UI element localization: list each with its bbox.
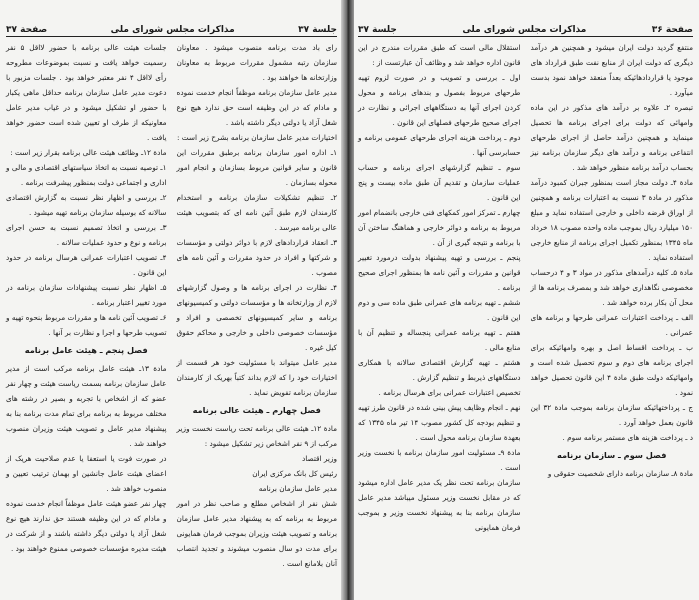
section-heading: فصل پنجم ـ هیئت عامل برنامه bbox=[24, 345, 148, 355]
journal-title: مذاکرات مجلس شورای ملی bbox=[110, 25, 235, 35]
column-left bbox=[6, 40, 167, 571]
text-columns bbox=[6, 40, 337, 571]
paragraph: ج ـ پرداختهائیکه سازمان برنامه بموجب مادة ۳۲ این قانون بعمل خواهد آورد . bbox=[530, 403, 694, 427]
column-right bbox=[531, 40, 694, 535]
page-number: صفحة ۳۶ bbox=[651, 25, 693, 35]
paragraph: ب ـ پرداخت اقساط اصل و بهره وامهائیکه برای اجرای برنامه های دوم و سوم تحصیل شده است و وامهائیکه دولت طبق مادة ۴ این قانون تحصیل خواهد نمود . bbox=[530, 343, 693, 397]
paragraph: دوم ـ پرداخت هزینه اجرای طرحهای عمومی برنامه و حسابرسی آنها . bbox=[358, 133, 521, 157]
paragraph: ۳ـ انعقاد قراردادهای لازم با دوائر دولتی و مؤسسات و شرکتها و افراد در حدود مقررات و آئین نامه های مصوب . bbox=[176, 238, 337, 277]
paragraph: ۴ـ تصویب اعتبارات عمرانی هرسال برنامه در حدود این قانون . bbox=[6, 253, 167, 277]
paragraph: مادة ۱۲ـ وظائف هیئت عالی برنامه بقرار زیر است : bbox=[10, 148, 167, 157]
paragraph: مادة ۱۲ـ هیئت عالی برنامه تحت ریاست نخست وزیر مرکب از ۹ نفر اشخاص زیر تشکیل میشود : bbox=[176, 424, 337, 448]
section-heading: فصل سوم ـ سازمان برنامه bbox=[557, 450, 667, 460]
paragraph: د ـ پرداخت هزینه های مستمر برنامه سوم . bbox=[562, 433, 693, 442]
paragraph: مادة ۴ـ دولت مجاز است بمنظور جبران کمبود درآمد مذکور در مادة ۳ نسبت به اعتبارات برنامه و همچنین از اوراق قرضه داخلی و خارجی استفاده نماید و مبلغ ۱۵۰ میلیارد ریال بموجب ماده واحده مصوب ۱۸ خرداد ماه ۱۳۴۵ بمنظور تکمیل اجرای برنامه از منابع خارجی استفاده نماید . bbox=[530, 178, 694, 262]
page-number: صفحة ۳۷ bbox=[6, 25, 48, 35]
page-header bbox=[358, 21, 693, 37]
paragraph: شش نفر از اشخاص مطلع و صاحب نظر در امور مربوط به برنامه که به پیشنهاد مدیر عامل سازمان برنامه و تصویب هیئت وزیران بموجب فرمان همایونی برای مدت دو سال منصوب میشوند و تجدید انتصاب آنان بلامانع است . bbox=[176, 499, 337, 568]
section-heading: فصل چهارم ـ هیئت عالی برنامه bbox=[192, 405, 321, 415]
paragraph: ۲ـ بررسی و اظهار نظر نسبت به گزارش اقتصادی سالانه که بوسیله سازمان برنامه تهیه میشود . bbox=[6, 193, 167, 217]
paragraph: مادة ۱۳ـ هیئت عامل برنامه مرکب است از مدیر عامل سازمان برنامه بسمت ریاست هیئت و چهار نفر عضو که از اشخاص با تجربه و بصیر در رشته های مختلف مربوط به برنامه برای تمام مدت برنامه بنا به پیشنهاد مدیر عامل و تصویب هیئت وزیران منصوب خواهند شد . bbox=[6, 364, 167, 448]
paragraph: ششم ـ تهیه برنامه های عمرانی طبق ماده سی و دوم این قانون . bbox=[358, 298, 521, 322]
paragraph: مدیر عامل میتواند با مسئولیت خود هر قسمت از اختیارات خود را که لازم بداند کتباً بهریک از کارمندان سازمان برنامه تفویض نماید . bbox=[176, 358, 337, 397]
page-36 bbox=[352, 0, 699, 600]
paragraph: رای باد مدت برنامه منصوب میشود . معاونان سازمان رتبه مشمول مقررات مربوط به معاونان وزارتخانه ها خواهند بود . bbox=[176, 43, 337, 82]
paragraph: منتفع گردید دولت ایران میشود و همچنین هر درآمد دیگری که دولت ایران از منابع نفت طبق قرارداد های موجود یا قراردادهائیکه بعداً منعقد خواهد نمود بدست میآورد . bbox=[530, 43, 693, 97]
paragraph: مادة ۸ـ سازمان برنامه دارای شخصیت حقوقی و bbox=[547, 469, 693, 478]
paragraph: اختیارات مدیر عامل سازمان برنامه بشرح زیر است : bbox=[176, 133, 337, 142]
text-columns bbox=[358, 40, 693, 535]
paragraph: الف ـ پرداخت اعتبارات عمرانی طرحها و برنامه های عمرانی . bbox=[530, 313, 693, 337]
journal-title: مذاکرات مجلس شورای ملی bbox=[462, 25, 587, 35]
paragraph: ۱ـ توصیه نسبت به اتخاذ سیاستهای اقتصادی و مالی و اداری و اجتماعی دولت بمنظور پیشرفت برنامه . bbox=[6, 163, 167, 187]
paragraph: ۳ـ بررسی و اتخاذ تصمیم نسبت به حسن اجرای برنامه و نوع و حدود عملیات سالانه . bbox=[6, 223, 167, 247]
paragraph: هفتم ـ تهیه برنامه عمرانی پنجساله و تنظیم آن با منابع مالی . bbox=[358, 328, 521, 352]
paragraph: سوم ـ تنظیم گزارشهای اجرای برنامه و حساب عملیات سازمان و تقدیم آن طبق ماده بیست و پنج این قانون . bbox=[358, 163, 521, 202]
paragraph: مدیر عامل سازمان برنامه موظفاً انجام خدمت نموده و مادام که در این وظیفه است حق ندارد هیچ نوع شغل آزاد یا دولتی دیگر داشته باشد . bbox=[176, 88, 337, 127]
paragraph: هشتم ـ تهیه گزارش اقتصادی سالانه با همکاری دستگاههای ذیربط و تنظیم گزارش . bbox=[358, 358, 521, 382]
session-number: جلسة ۳۷ bbox=[298, 25, 337, 35]
page-header bbox=[6, 21, 337, 37]
paragraph: جلسات هیئت عالی برنامه با حضور لااقل ۵ نفر رسمیت خواهد یافت و نسبت بموضوعات مطروحه رأی لااقل ۴ نفر معتبر خواهد بود . جلسات مزبور با دعوت مدیر عامل سازمان برنامه حداقل ماهی یکبار با حضور او تشکیل میشود و در غیاب مدیر عامل معاونیکه از طرف او تعیین شده است حضور خواهد یافت . bbox=[6, 43, 167, 142]
column-right bbox=[177, 40, 338, 571]
paragraph: ۶ـ تصویب آئین نامه ها و مقررات مربوط بنحوه تهیه و تصویب طرحها و اجرا و نظارت بر آنها . bbox=[6, 313, 167, 337]
paragraph: چهارم ـ تمرکز امور کمکهای فنی خارجی بانضمام امور مربوط به برنامه و دوائر خارجی و هماهنگ ساختن آن با برنامه و نتیجه گیری از آن . bbox=[358, 208, 521, 247]
paragraph: مادة ۵ـ کلیه درآمدهای مذکور در مواد ۳ و ۴ درحساب مخصوصی نگاهداری خواهد شد و بمصرف برنامه ها از محل آن بکار برده خواهد شد . bbox=[530, 268, 693, 307]
paragraph: استقلال مالی است که طبق مقررات مندرج در این قانون اداره خواهد شد و وظائف آن عبارتست از : bbox=[358, 43, 521, 67]
paragraph: ۵ـ اظهار نظر نسبت پیشنهادات سازمان برنامه در مورد تغییر اعتبار برنامه . bbox=[6, 283, 167, 307]
paragraph: تخصیص اعتبارات عمرانی برای هرسال برنامه . bbox=[378, 388, 521, 397]
paragraph: ۴ـ نظارت در اجرای برنامه ها و وصول گزارشهای لازم از وزارتخانه ها و مؤسسات دولتی و کمیسیونهای برنامه و سایر کمیسیونهای تخصصی و افراد و مؤسسات خصوصی داخلی و خارجی و محاکم حقوق کیل غیره . bbox=[176, 283, 337, 352]
session-number: جلسة ۳۷ bbox=[358, 25, 397, 35]
paragraph: مدیر عامل سازمان برنامه bbox=[258, 484, 337, 493]
paragraph: ۲ـ تنظیم تشکیلات سازمان برنامه و استخدام کارمندان لازم طبق آئین نامه ای که بتصویب هیئت عالی برنامه میرسد . bbox=[176, 193, 337, 232]
paragraph: پنجم ـ بررسی و تهیه پیشنهاد بدولت درمورد تغییر قوانین و مقررات و آئین نامه ها بمنظور اجرای صحیح برنامه . bbox=[358, 253, 521, 292]
column-left bbox=[358, 40, 521, 535]
paragraph: مادة ۹ـ مسئولیت امور سازمان برنامه با نخست وزیر است . bbox=[358, 448, 521, 472]
paragraph: رئیس کل بانک مرکزی ایران bbox=[252, 469, 337, 478]
paragraph: ۱ـ اداره امور سازمان برنامه برطبق مقررات این قانون و سایر قوانین مربوط بسازمان و انجام امور محوله بسازمان . bbox=[176, 148, 337, 187]
paragraph: تبصره ۲ـ علاوه بر درآمد های مذکور در این ماده وامهائی که دولت برای اجرای برنامه ها تحصیل مینماید و همچنین درآمد حاصل از اجرای طرحهای انتفاعی برنامه و درآمد های دیگر سازمان برنامه نیز بحساب درآمد برنامه منظور خواهد شد . bbox=[530, 103, 693, 172]
page-37 bbox=[0, 0, 343, 600]
paragraph: وزیر اقتصاد bbox=[302, 454, 337, 463]
paragraph: اول ـ بررسی و تصویب و در صورت لزوم تهیه طرحهای مربوط بفصول و بندهای برنامه و محول کردن اجرای آنها به دستگاههای اجرائی و نظارت در اجرای صحیح طرحهای فصلهای این قانون . bbox=[358, 73, 521, 127]
paragraph: چهار نفر عضو هیئت عامل موظفاً انجام خدمت نموده و مادام که در این وظیفه هستند حق ندارند هیچ نوع شغل آزاد یا دولتی دیگر داشته باشند و از شرکت در هیئت مدیره مؤسسات خصوصی ممنوع خواهند بود . bbox=[6, 499, 167, 553]
paragraph: نهم ـ انجام وظایف پیش بینی شده در قانون طرز تهیه و تنظیم بودجه کل کشور مصوب ۱۴ تیر ماه ۱۳۴۵ که بعهدة سازمان برنامه محول است . bbox=[358, 403, 521, 442]
paragraph: در صورت فوت یا استعفا یا عدم صلاحیت هریک از اعضای هیئت عامل جانشین او بهمان ترتیب تعیین و منصوب خواهد شد . bbox=[6, 454, 167, 493]
paragraph: سازمان برنامه تحت نظر یک مدیر عامل اداره میشود که در مقابل نخست وزیر مسئول میباشد مدیر عامل سازمان برنامه بنا به پیشنهاد نخست وزیر و بموجب فرمان همایونی bbox=[358, 478, 521, 532]
